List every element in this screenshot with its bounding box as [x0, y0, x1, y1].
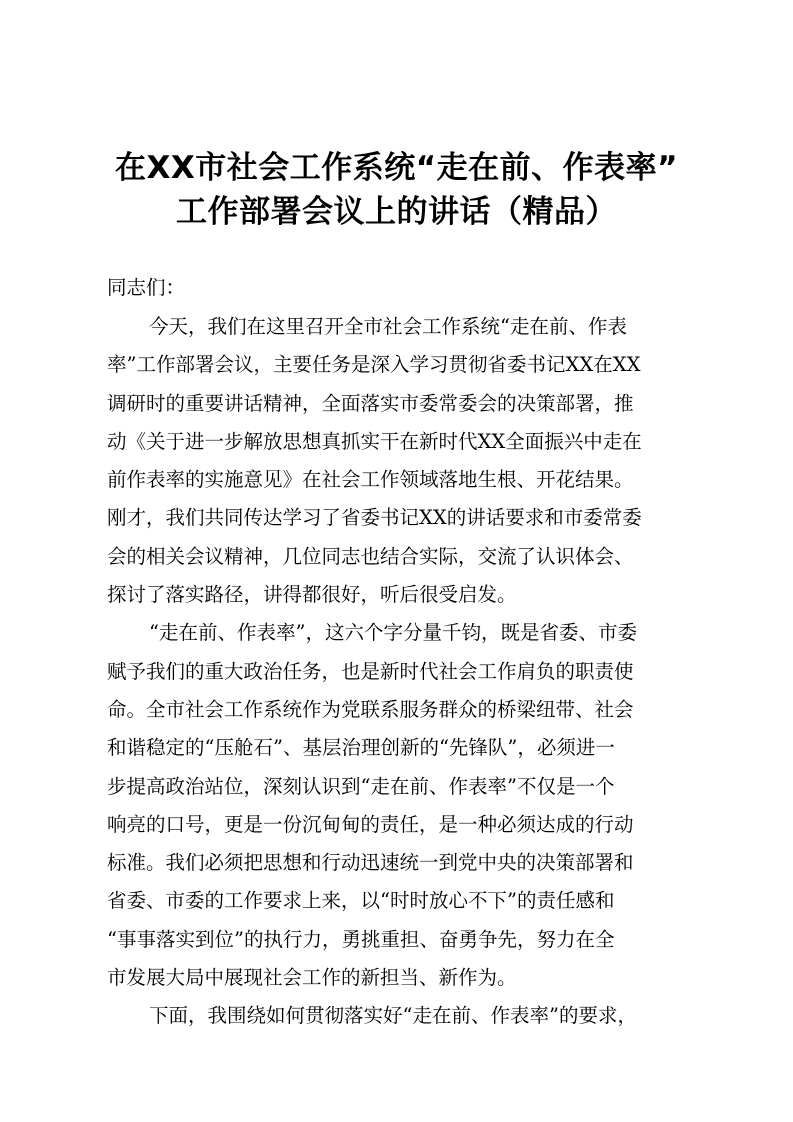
body-line: 今天，我们在这里召开全市社会工作系统“走在前、作表: [149, 315, 627, 338]
body-line: 和谐稳定的“压舱石”、基层治理创新的“先锋队”，必须进一: [107, 736, 615, 760]
body-line: 赋予我们的重大政治任务，也是新时代社会工作肩负的职责使: [107, 659, 634, 683]
speech-body: [107, 308, 687, 1036]
body-line: 省委、市委的工作要求上来，以“时时放心不下”的责任感和: [107, 889, 615, 913]
body-line: 响亮的口号，更是一份沉甸甸的责任，是一种必须达成的行动: [107, 812, 634, 836]
body-line: 命。全市社会工作系统作为党联系服务群众的桥梁纽带、社会: [107, 697, 634, 721]
body-line: 下面，我围绕如何贯彻落实好“走在前、作表率”的要求，: [149, 1004, 637, 1028]
body-line: “走在前、作表率”，这六个字分量千钧，既是省委、市委: [149, 621, 637, 645]
body-line: 会的相关会议精神，几位同志也结合实际，交流了认识体会、: [107, 544, 634, 568]
salutation: 同志们：: [107, 276, 186, 299]
body-line: 刚才，我们共同传达学习了省委书记XX的讲话要求和市委常委: [107, 506, 642, 530]
body-line: 率”工作部署会议，主要任务是深入学习贯彻省委书记XX在XX: [107, 353, 641, 377]
body-line: 标准。我们必须把思想和行动迅速统一到党中央的决策部署和: [107, 851, 634, 875]
body-line: 探讨了落实路径，讲得都很好，听后很受启发。: [107, 583, 517, 607]
body-line: 调研时的重要讲话精神，全面落实市委常委会的决策部署，推: [107, 391, 634, 415]
body-line: 前作表率的实施意见》在社会工作领域落地生根、开花结果。: [107, 468, 634, 492]
body-line: 步提高政治站位，深刻认识到“走在前、作表率”不仅是一个: [107, 774, 615, 798]
body-line: 市发展大局中展现社会工作的新担当、新作为。: [107, 966, 517, 990]
body-line: “事事落实到位”的执行力，勇挑重担、奋勇争先，努力在全: [107, 927, 615, 951]
document-title-line-1: 在XX市社会工作系统“走在前、作表率”: [114, 150, 679, 186]
body-line: 动《关于进一步解放思想真抓实干在新时代XX全面振兴中走在: [107, 429, 642, 453]
document-title-line-2: 工作部署会议上的讲话（精品）: [176, 194, 617, 230]
